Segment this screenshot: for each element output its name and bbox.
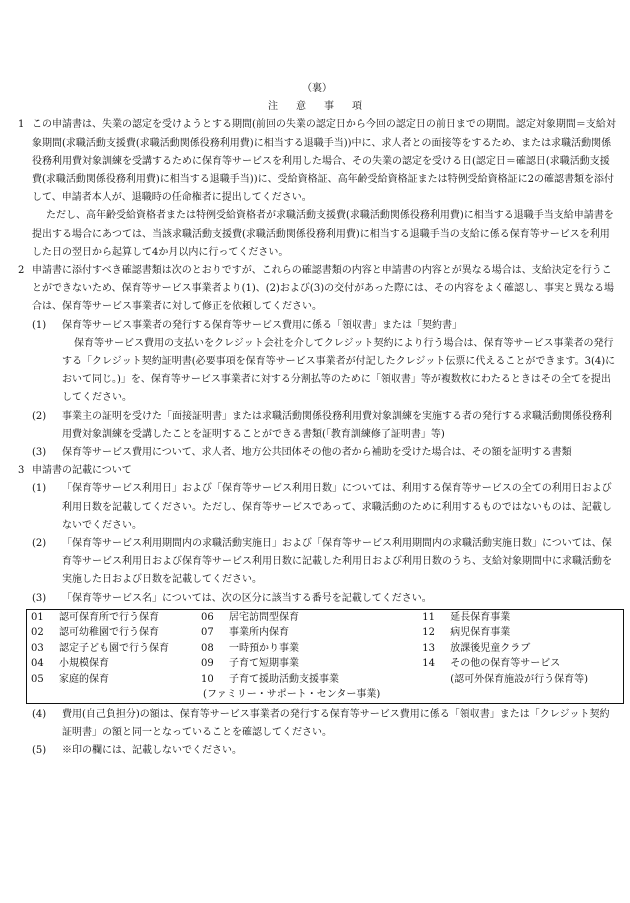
service-code: 03 (31, 642, 44, 654)
service-code-table (26, 609, 624, 704)
item-text: 保育等サービス費用について、求人者、地方公共団体その他の者から補助を受けた場合は、その額を証明する書類 (62, 447, 572, 459)
item-text: 「保育等サービス利用日」および「保育等サービス利用日数」については、利用する保育等サービスの全ての利用日および利用日数を記載してください。ただし、保育等サービスであって、求職活動のために利用するものではないものは、記載しないでください。 (62, 483, 612, 531)
page-side-label: （裏） (302, 83, 332, 94)
table-row (27, 625, 624, 641)
table-row (27, 672, 624, 688)
table-row (27, 656, 624, 672)
service-code: 05 (31, 673, 44, 685)
service-code: 09 (201, 658, 214, 670)
service-name: 居宅訪問型保育 (229, 611, 300, 623)
item-number: (1) (32, 483, 47, 495)
section-3-item-5 (18, 742, 616, 760)
table-row (27, 641, 624, 657)
service-code: 02 (31, 627, 44, 639)
section-text: 申請書に添付すべき確認書類は次のとおりですが、これらの確認書類の内容と申請書の内容とが異なる場合は、支給決定を行うことができないため、保育等サービス事業者より(1)、(2)および(3)の交付があった際には、その内容をよく確認し、事実と異なる場合は、保育等サービス事業者に対して修正を依頼してください。 (32, 265, 614, 313)
item-number: (2) (32, 410, 47, 422)
section-number: 1 (18, 119, 25, 131)
item-number: (3) (32, 592, 47, 604)
section-3-item-1 (18, 480, 616, 535)
section-2-item-3 (18, 444, 616, 462)
service-code: 07 (201, 627, 214, 639)
service-code: 06 (201, 611, 214, 623)
service-name: 小規模保育 (59, 658, 109, 670)
service-name: 事業所内保育 (229, 627, 290, 639)
table-row (27, 687, 624, 703)
service-code: 11 (422, 611, 435, 623)
service-code: 08 (201, 642, 214, 654)
section-number: 3 (18, 465, 25, 477)
section-3-item-4 (18, 706, 616, 742)
page-title: 注 意 事 項 (268, 101, 366, 113)
section-text: この申請書は、失業の認定を受けようとする期間(前回の失業の認定日から今回の認定日の前日までの期間。認定対象期間＝支給対象期間(求職活動支援費(求職活動関係役務利用費)に相当する退職手当))中に、求人者との面接等をするため、または求職活動関係役務利用費対象訓練を受講するために保育等サービスを利用した場合、その失業の認定を受ける日(認定日＝確認日(求職活動支援費(求職活動関係役務利用費)に相当する退職手当))に、受給資格証、高年齢受給資格証または特例受給資格証に2の確認書類を添付して、申請者本人が、退職時の任命権者に提出してください。 (32, 119, 616, 204)
section-2-item-1 (18, 317, 616, 335)
section-2-item-1-detail: 保育等サービス費用の支払いをクレジット会社を介してクレジット契約により行う場合は、保育等サービス事業者の発行する「クレジット契約証明書(必要事項を保育等サービス事業者が付記したクレジット伝票に代えることができます。3(4)において同じ。)」を、保育等サービス事業者に対する分割払等のために「領収書」等が複数枚にわたるときはその全てを提出してください。 (62, 337, 616, 404)
service-code: 13 (422, 642, 435, 654)
service-name: 家庭的保育 (59, 673, 109, 685)
item-text: ※印の欄には、記載しないでください。 (62, 745, 242, 757)
item-text: 「保育等サービス利用期間内の求職活動実施日」および「保育等サービス利用期間内の求職活動実施日数」については、保育等サービス利用日および保育等サービス利用日数に記載した利用日および利用日数のうち、支給対象期間中に求職活動を実施した日および日数を記載してください。 (62, 538, 612, 586)
service-name: 子育て援助活動支援事業 (229, 673, 340, 685)
section-1-proviso: ただし、高年齢受給資格者または特例受給資格者が求職活動支援費(求職活動関係役務利用費)に相当する退職手当支給申請書を提出する場合にあつては、当該求職活動支援費(求職活動関係役務利用費)に相当する退職手当の支給に係る保育等サービスを利用した日の翌日から起算して4か月以内に行ってください。 (32, 210, 614, 258)
service-name: 延長保育事業 (450, 611, 511, 623)
item-number: (3) (32, 447, 47, 459)
service-name: 放課後児童クラブ (450, 642, 531, 654)
service-name: 病児保育事業 (450, 627, 511, 639)
service-code: 14 (422, 658, 435, 670)
service-name: 一時預かり事業 (229, 642, 300, 654)
item-number: (4) (32, 708, 47, 720)
item-number: (5) (32, 745, 47, 757)
service-name: 認定子ども園で行う保育 (59, 642, 169, 654)
service-code: 01 (31, 611, 44, 623)
item-text: 保育等サービス事業者の発行する保育等サービス費用に係る「領収書」または「契約書」 (62, 319, 462, 331)
section-number: 2 (18, 265, 25, 277)
item-number: (1) (32, 319, 47, 331)
service-name: 認可保育所で行う保育 (59, 611, 159, 623)
section-text: 申請書の記載について (32, 465, 132, 477)
service-name: 認可幼稚園で行う保育 (59, 627, 159, 639)
section-1 (18, 116, 616, 207)
service-name: その他の保育等サービス (450, 658, 561, 670)
service-code: 12 (422, 627, 435, 639)
section-2-item-2 (18, 408, 616, 444)
service-code: 04 (31, 658, 44, 670)
service-note: (認可外保育施設が行う保育等) (450, 673, 589, 685)
section-3 (18, 462, 616, 480)
item-number: (2) (32, 538, 47, 550)
item-text: 費用(自己負担分)の額は、保育等サービス事業者の発行する保育等サービス費用に係る「領収書」または「クレジット契約証明書」の額と同一となっていることを確認してください。 (62, 708, 610, 739)
table-row (27, 609, 624, 625)
section-2 (18, 262, 616, 317)
section-3-item-3 (18, 590, 616, 608)
service-code: 10 (201, 673, 214, 685)
service-note: (ファミリー・サポート・センター事業) (203, 689, 381, 701)
item-text: 事業主の証明を受けた「面接証明書」または求職活動関係役務利用費対象訓練を実施する者の発行する求職活動関係役務利用費対象訓練を受講したことを証明することができる書類(「教育訓練修了証明書」等) (62, 410, 612, 440)
section-3-item-2 (18, 535, 616, 590)
service-name: 子育て短期事業 (229, 658, 300, 670)
item-text: 「保育等サービス名」については、次の区分に該当する番号を記載してください。 (62, 592, 432, 604)
